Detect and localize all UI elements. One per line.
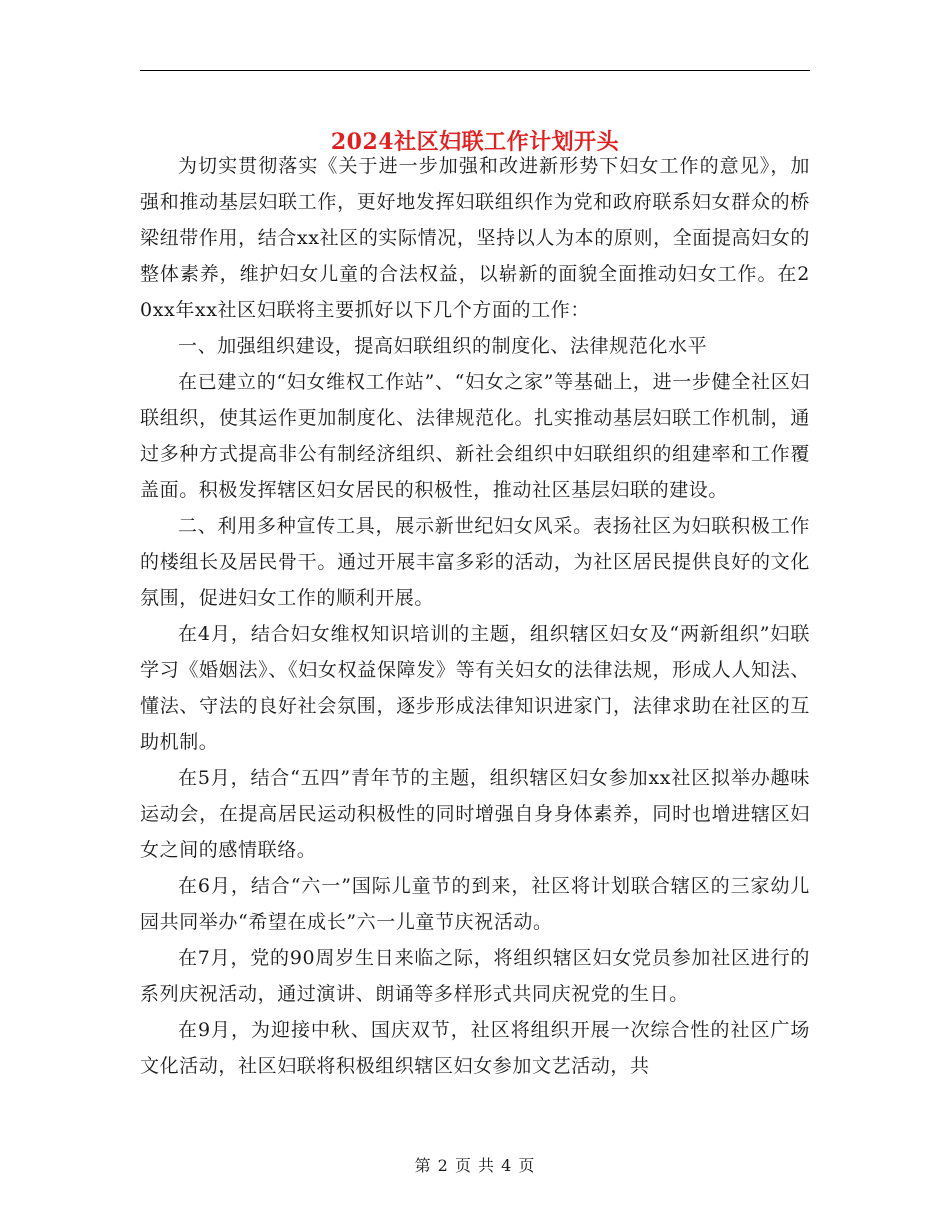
paragraph-april: 在4月，结合妇女维权知识培训的主题，组织辖区妇女及“两新组织”妇联学习《婚姻法》、《妇女权益保障发》等有关妇女的法律法规，形成人人知法、懂法、守法的良好社会氛围，逐步形成法律知识进家门，法律求助在社区的互助机制。: [140, 623, 810, 753]
paragraph-may: 在5月，结合“五四”青年节的主题，组织辖区妇女参加xx社区拟举办趣味运动会，在提高居民运动积极性的同时增强自身身体素养，同时也增进辖区妇女之间的感情联络。: [140, 767, 810, 861]
paragraph-june: 在6月，结合“六一”国际儿童节的到来，社区将计划联合辖区的三家幼儿园共同举办“希望在成长”六一儿童节庆祝活动。: [140, 875, 810, 933]
paragraph-section-one-body: 在已建立的“妇女维权工作站”、“妇女之家”等基础上，进一步健全社区妇联组织，使其运作更加制度化、法律规范化。扎实推动基层妇联工作机制，通过多种方式提高非公有制经济组织、新社会组织中妇联组织的组建率和工作覆盖面。积极发挥辖区妇女居民的积极性，推动社区基层妇联的建设。: [140, 371, 810, 501]
document-title: 2024社区妇联工作计划开头: [330, 128, 620, 155]
paragraph-section-one-heading: 一、加强组织建设，提高妇联组织的制度化、法律规范化水平: [178, 335, 708, 357]
document-body: [140, 148, 810, 1084]
paragraph-july: 在7月，党的90周岁生日来临之际，将组织辖区妇女党员参加社区进行的系列庆祝活动，通过演讲、朗诵等多样形式共同庆祝党的生日。: [140, 947, 810, 1005]
paragraph-section-two: 二、利用多种宣传工具，展示新世纪妇女风采。表扬社区为妇联积极工作的楼组长及居民骨干。通过开展丰富多彩的活动，为社区居民提供良好的文化氛围，促进妇女工作的顺利开展。: [140, 515, 810, 609]
paragraph-intro: 为切实贯彻落实《关于进一步加强和改进新形势下妇女工作的意见》，加强和推动基层妇联工作，更好地发挥妇联组织作为党和政府联系妇女群众的桥梁纽带作用，结合xx社区的实际情况，坚持以人为本的原则，全面提高妇女的整体素养，维护妇女儿童的合法权益，以崭新的面貌全面推动妇女工作。在20xx年xx社区妇联将主要抓好以下几个方面的工作：: [140, 155, 810, 321]
header-rule: [140, 70, 810, 71]
page-number-footer: 第 2 页 共 4 页: [414, 1156, 536, 1175]
paragraph-september: 在9月，为迎接中秋、国庆双节，社区将组织开展一次综合性的社区广场文化活动，社区妇联将积极组织辖区妇女参加文艺活动，共: [140, 1019, 810, 1077]
